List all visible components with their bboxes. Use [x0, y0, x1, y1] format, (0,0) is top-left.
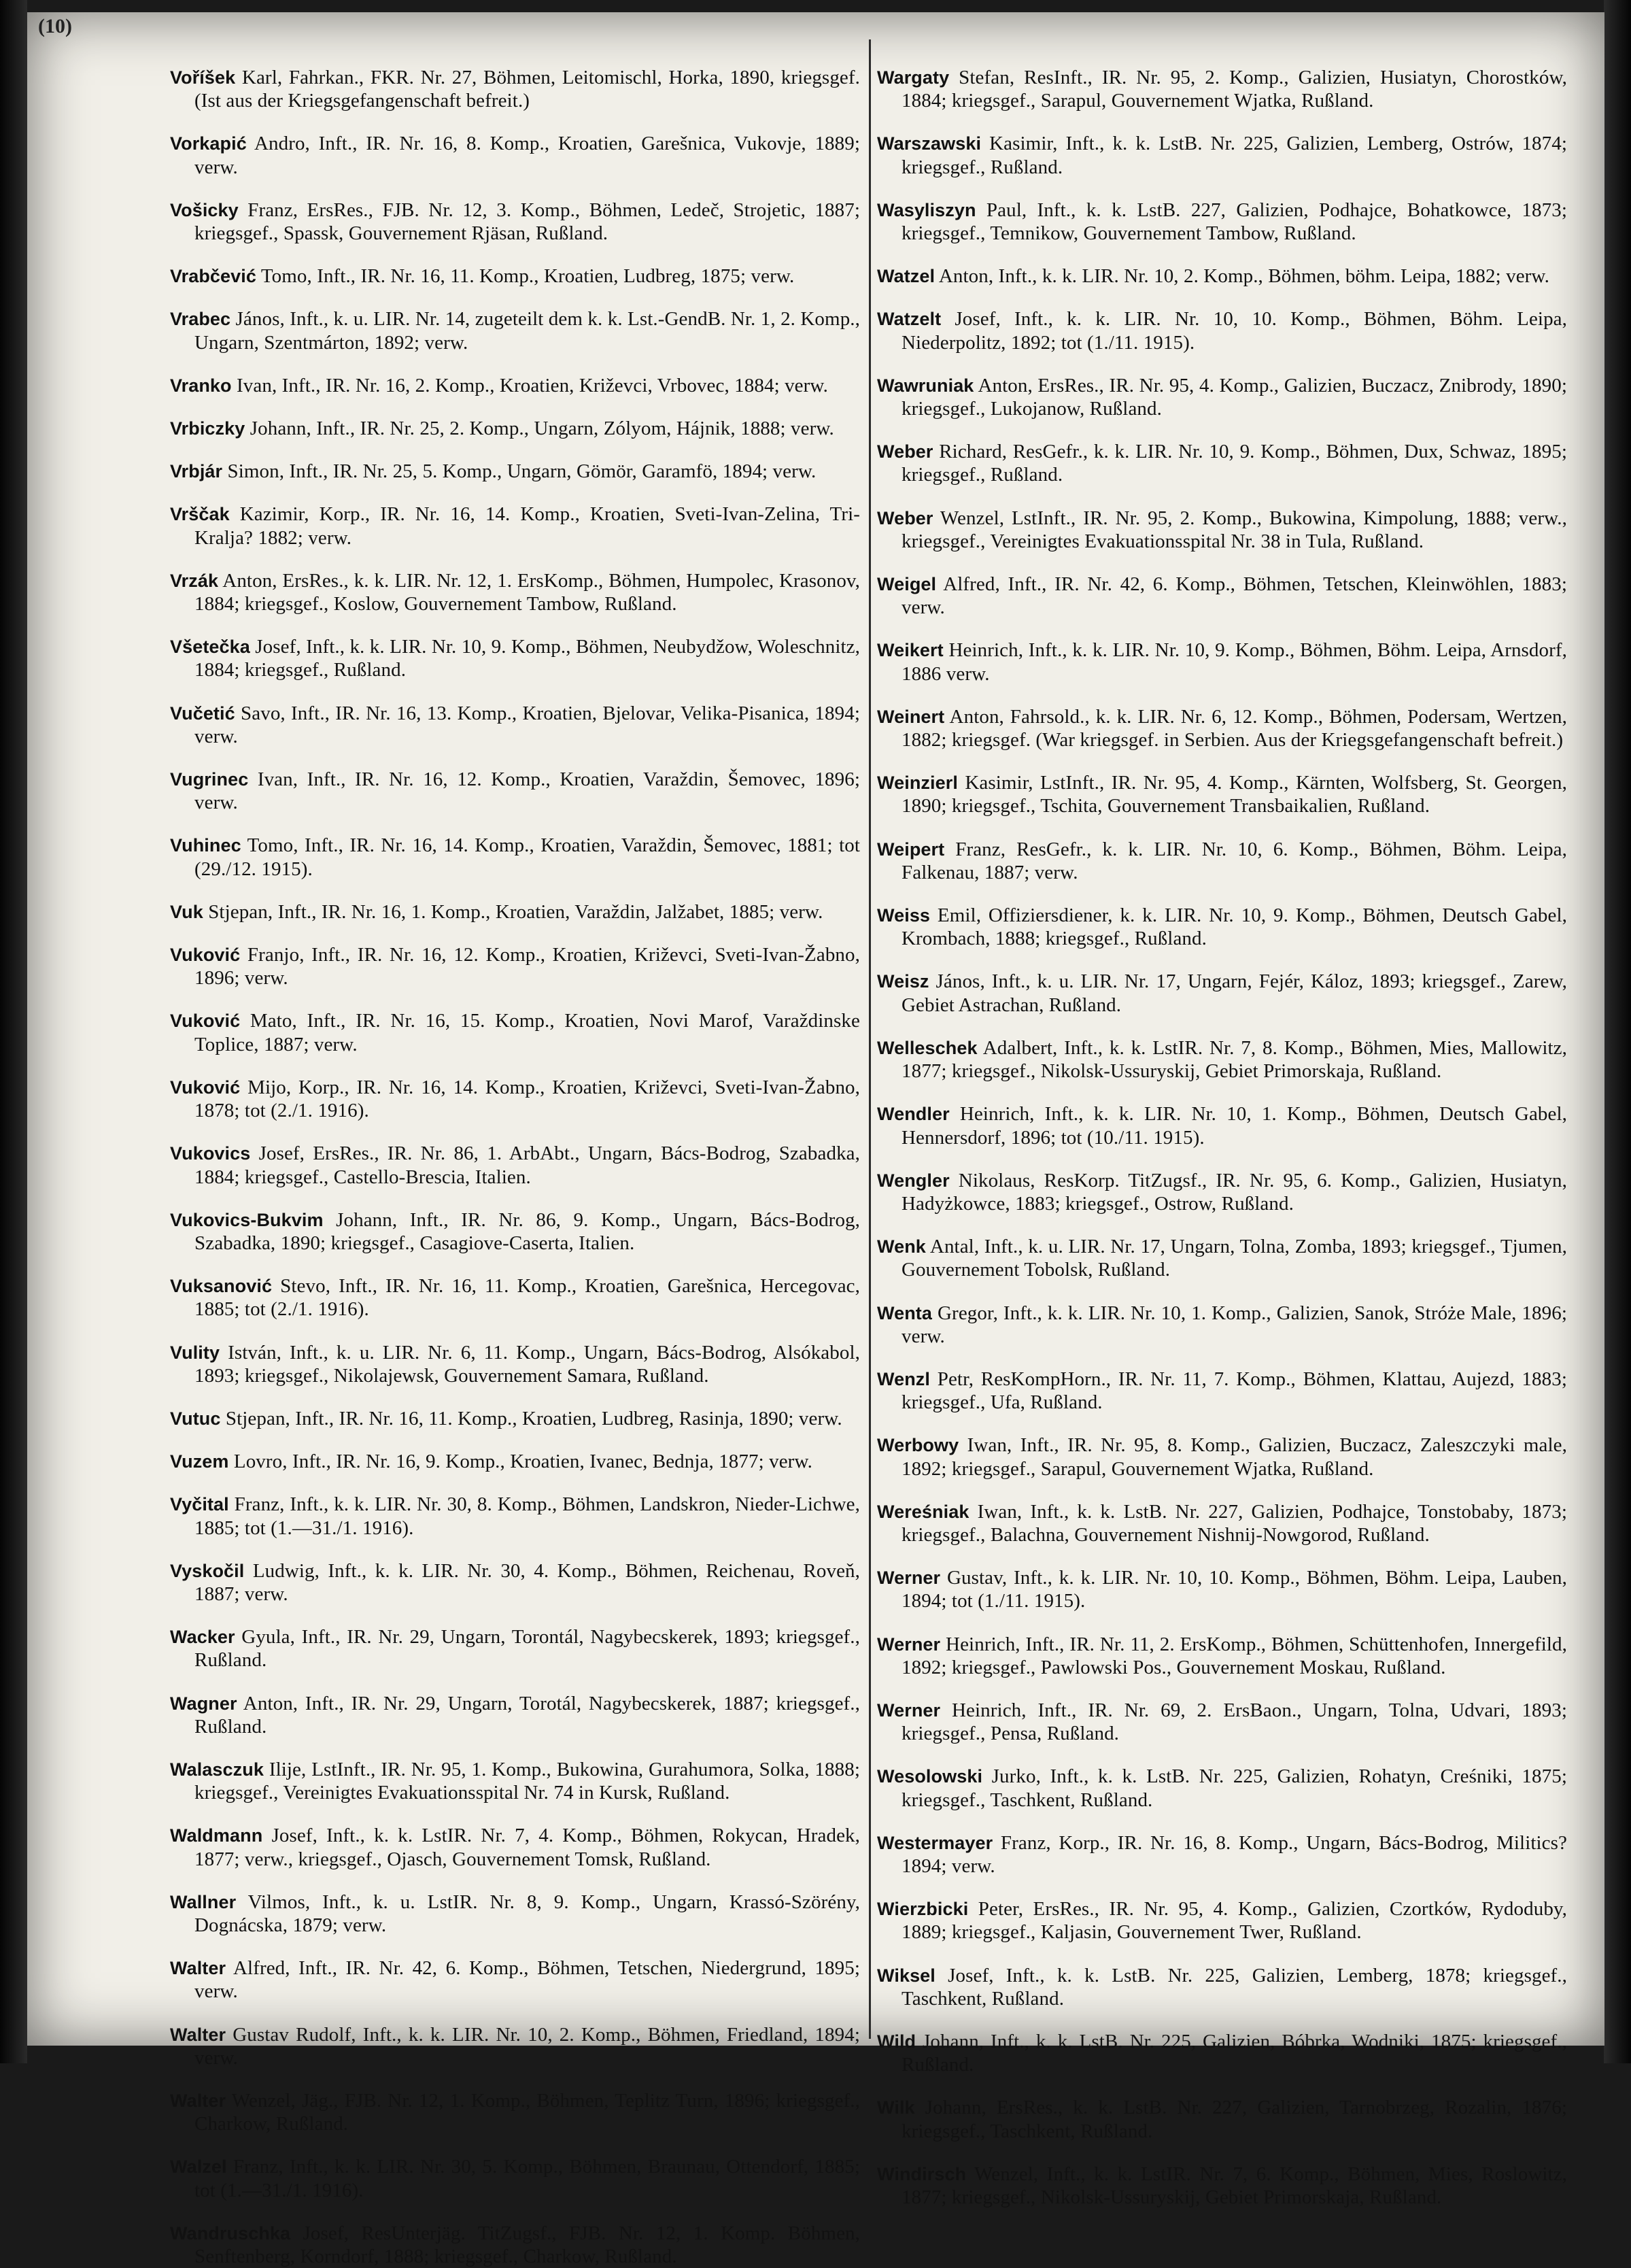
register-entry [877, 1831, 1567, 1878]
entry-details: Heinrich, Inft., IR. Nr. 11, 2. ErsKomp., Böhmen, Schüttenhofen, Innergefild, 1892; kriegsgef., Pawlowski Pos., Gouvernement Moskau, Rußland. [902, 1633, 1567, 1678]
entry-surname: Všetečka [170, 637, 250, 658]
register-entry [170, 768, 860, 814]
entry-surname: Walter [170, 2090, 226, 2111]
register-entry [877, 1765, 1567, 1811]
entry-surname: Vranko [170, 375, 232, 396]
entry-surname: Vrščak [170, 504, 230, 525]
entry-surname: Weinert [877, 706, 945, 727]
entry-surname: Weisz [877, 971, 929, 992]
entry-details: Alfred, Inft., IR. Nr. 42, 6. Komp., Böhmen, Tetschen, Kleinwöhlen, 1883; verw. [902, 573, 1568, 619]
entry-details: Heinrich, Inft., k. k. LIR. Nr. 10, 1. Komp., Böhmen, Deutsch Gabel, Hennersdorf, 1896; tot (10./11. 1915). [902, 1103, 1567, 1149]
register-entry [877, 1368, 1567, 1414]
register-entry [170, 1076, 860, 1122]
entry-surname: Vyčital [170, 1494, 229, 1515]
register-entry [170, 1692, 860, 1738]
entry-surname: Vuhinec [170, 835, 241, 856]
entry-details: Kasimir, LstInft., IR. Nr. 95, 4. Komp., Kärnten, Wolfsberg, St. Georgen, 1890; kriegsgef., Tschita, Gouvernement Transbaikalien, Rußland. [902, 772, 1567, 817]
entry-details: Nikolaus, ResKorp. TitZugsf., IR. Nr. 95, 6. Komp., Galizien, Husiatyn, Hadyżkowce, 1883; kriegsgef., Ostrow, Rußland. [902, 1169, 1567, 1215]
register-entry [170, 569, 860, 615]
register-entry [170, 460, 860, 483]
entry-details: Ivan, Inft., IR. Nr. 16, 2. Komp., Kroatien, Križevci, Vrbovec, 1884; verw. [237, 374, 828, 396]
entry-details: Gustav, Inft., k. k. LIR. Nr. 10, 10. Komp., Böhmen, Böhm. Leipa, Lauben, 1894; tot (1./11. 1915). [902, 1567, 1567, 1612]
entry-surname: Windirsch [877, 2163, 967, 2184]
entry-details: Mato, Inft., IR. Nr. 16, 15. Komp., Kroatien, Novi Marof, Varaždinske Toplice, 1887; verw. [194, 1010, 860, 1055]
register-entry [170, 1450, 860, 1473]
entry-details: János, Inft., k. u. LIR. Nr. 17, Ungarn, Fejér, Káloz, 1893; kriegsgef., Zarew, Gebiet Astrachan, Rußland. [902, 970, 1567, 1016]
entry-surname: Wesolowski [877, 1766, 983, 1787]
entry-surname: Vrbiczky [170, 418, 245, 439]
entry-surname: Wallner [170, 1891, 237, 1912]
register-entry [877, 904, 1567, 950]
entry-surname: Vutuc [170, 1408, 221, 1429]
register-entry [170, 1758, 860, 1804]
entry-surname: Vuković [170, 945, 241, 966]
entry-surname: Vukovics-Bukvim [170, 1209, 324, 1230]
entry-details: Johann, Inft., IR. Nr. 86, 9. Komp., Ungarn, Bács-Bodrog, Szabadka, 1890; kriegsgef., Casagiove-Caserta, Italien. [194, 1208, 860, 1254]
entry-surname: Werner [877, 1634, 941, 1655]
entry-details: Simon, Inft., IR. Nr. 25, 5. Komp., Ungarn, Gömör, Garamfö, 1894; verw. [227, 460, 817, 483]
register-entry [877, 440, 1567, 486]
register-entry [170, 265, 860, 288]
register-entry [877, 1434, 1567, 1480]
register-entry [877, 705, 1567, 751]
register-entry [170, 1407, 860, 1430]
entry-details: Alfred, Inft., IR. Nr. 42, 6. Komp., Böhmen, Tetschen, Niedergrund, 1895; verw. [194, 1957, 861, 2003]
entry-surname: Weikert [877, 640, 944, 661]
entry-surname: Wargaty [877, 67, 950, 88]
register-entry [877, 199, 1567, 245]
entry-details: Anton, ErsRes., IR. Nr. 95, 4. Komp., Galizien, Buczacz, Znibrody, 1890; kriegsgef., Lukojanow, Rußland. [902, 374, 1567, 420]
entry-details: Stefan, ResInft., IR. Nr. 95, 2. Komp., Galizien, Husiatyn, Chorostków, 1884; kriegsgef., Sarapul, Gouvernement Wjatka, Rußland. [902, 67, 1567, 112]
entry-surname: Weigel [877, 574, 937, 595]
register-entry [170, 635, 860, 681]
register-entry [170, 1559, 860, 1606]
entry-surname: Vulity [170, 1342, 220, 1363]
entry-surname: Wild [877, 2031, 916, 2052]
entry-details: Franz, Inft., k. k. LIR. Nr. 30, 5. Komp., Böhmen, Braunau, Ottendorf, 1885; tot (1.—31./1. 1916). [194, 2156, 860, 2201]
entry-details: Johann, Inft., k. k. LstB. Nr. 225, Galizien, Bóbrka, Wodniki, 1875; kriegsgef., Rußland. [902, 2030, 1567, 2076]
entry-details: Mijo, Korp., IR. Nr. 16, 14. Komp., Kroatien, Križevci, Sveti-Ivan-Žabno, 1878; tot (2./1. 1916). [194, 1076, 860, 1122]
entry-details: Wenzel, Jäg., FJB. Nr. 12, 1. Komp., Böhmen, Teplitz Turn, 1896; kriegsgef., Charkow, Rußland. [194, 2089, 860, 2135]
entry-details: Josef, ErsRes., IR. Nr. 86, 1. ArbAbt., Ungarn, Bács-Bodrog, Szabadka, 1884; kriegsgef., Castello-Brescia, Italien. [194, 1143, 860, 1188]
entry-details: Lovro, Inft., IR. Nr. 16, 9. Komp., Kroatien, Ivanec, Bednja, 1877; verw. [233, 1451, 812, 1473]
register-entry [877, 1102, 1567, 1149]
entry-surname: Vuksanović [170, 1276, 273, 1297]
document-page [27, 12, 1604, 2267]
entry-surname: Vrbjár [170, 461, 223, 482]
register-entry [170, 132, 860, 178]
entry-details: Karl, Fahrkan., FKR. Nr. 27, Böhmen, Leitomischl, Horka, 1890, kriegsgef. (Ist aus der Kriegsgefangenschaft befreit.) [194, 67, 860, 112]
entry-surname: Warszawski [877, 133, 982, 154]
entry-details: Iwan, Inft., IR. Nr. 95, 8. Komp., Galizien, Buczacz, Zaleszczyki male, 1892; kriegsgef., Sarapul, Gouvernement Wjatka, Rußland. [902, 1434, 1567, 1480]
entry-details: Anton, Inft., IR. Nr. 29, Ungarn, Torotál, Nagybecskerek, 1887; kriegsgef., Rußland. [194, 1692, 861, 1738]
entry-details: Tomo, Inft., IR. Nr. 16, 11. Komp., Kroatien, Ludbreg, 1875; verw. [260, 265, 795, 288]
entry-surname: Vošicky [170, 199, 239, 220]
register-entry [877, 970, 1567, 1016]
entry-details: Franz, Korp., IR. Nr. 16, 8. Komp., Ungarn, Bács-Bodrog, Militics? 1894; verw. [902, 1831, 1567, 1877]
entry-details: Savo, Inft., IR. Nr. 16, 13. Komp., Kroatien, Bjelovar, Velika-Pisanica, 1894; verw. [194, 702, 860, 747]
entry-details: Anton, Fahrsold., k. k. LIR. Nr. 6, 12. Komp., Böhmen, Podersam, Wertzen, 1882; kriegsgef. (War kriegsgef. in Serbien. Aus der Kriegsgefangenschaft befreit.) [902, 705, 1567, 751]
register-entry [170, 503, 860, 549]
register-entry [877, 1235, 1567, 1281]
register-entry [170, 1341, 860, 1387]
entry-details: Peter, ErsRes., IR. Nr. 95, 4. Komp., Galizien, Czortków, Rydoduby, 1889; kriegsgef., Kaljasin, Gouvernement Twer, Rußland. [902, 1898, 1567, 1944]
column-divider [869, 39, 871, 2039]
entry-surname: Vuzem [170, 1451, 229, 1472]
entry-surname: Werner [877, 1699, 941, 1721]
entry-details: Josef, Inft., k. k. LIR. Nr. 10, 10. Komp., Böhmen, Böhm. Leipa, Niederpolitz, 1892; tot (1./11. 1915). [902, 308, 1567, 354]
register-entry [170, 199, 860, 245]
entry-surname: Wendler [877, 1104, 950, 1125]
register-entry [170, 66, 860, 112]
entry-details: Kazimir, Korp., IR. Nr. 16, 14. Komp., Kroatien, Sveti-Ivan-Zelina, Tri-Kralja? 1882; verw. [194, 503, 860, 549]
entry-details: Anton, Inft., k. k. LIR. Nr. 10, 2. Komp., Böhmen, böhm. Leipa, 1882; verw. [938, 265, 1549, 288]
entry-surname: Vučetić [170, 703, 235, 724]
entry-details: János, Inft., k. u. LIR. Nr. 14, zugeteilt dem k. k. Lst.-GendB. Nr. 1, 2. Komp., Ungarn, Szentmárton, 1892; verw. [194, 308, 860, 354]
entry-surname: Wawruniak [877, 375, 974, 396]
entry-surname: Watzel [877, 266, 935, 287]
entry-surname: Wenk [877, 1236, 926, 1257]
entry-details: Andro, Inft., IR. Nr. 16, 8. Komp., Kroatien, Garešnica, Vukovje, 1889; verw. [194, 133, 860, 178]
register-entry [877, 132, 1567, 178]
right-column [877, 46, 1568, 2208]
entry-details: Josef, Inft., k. k. LIR. Nr. 10, 9. Komp., Böhmen, Neubydžow, Woleschnitz, 1884; kriegsgef., Rußland. [194, 636, 860, 681]
entry-details: Antal, Inft., k. u. LIR. Nr. 17, Ungarn, Tolna, Zomba, 1893; kriegsgef., Tjumen, Gouvernement Tobolsk, Rußland. [902, 1236, 1568, 1281]
entry-details: Josef, Inft., k. k. LstB. Nr. 225, Galizien, Lemberg, 1878; kriegsgef., Taschkent, Rußland. [902, 1964, 1567, 2010]
register-entry [170, 834, 860, 880]
entry-surname: Weber [877, 441, 933, 462]
register-entry [877, 838, 1567, 884]
entry-surname: Westermayer [877, 1832, 993, 1853]
register-entry [170, 702, 860, 748]
entry-surname: Wereśniak [877, 1501, 969, 1522]
entry-surname: Walter [170, 1958, 226, 1979]
entry-surname: Vrzák [170, 570, 219, 591]
register-entry [170, 1891, 860, 1937]
entry-details: Emil, Offiziersdiener, k. k. LIR. Nr. 10, 9. Komp., Böhmen, Deutsch Gabel, Krombach, 1888; kriegsgef., Rußland. [902, 904, 1568, 950]
entry-surname: Vorkapić [170, 133, 247, 154]
entry-details: Vilmos, Inft., k. u. LstIR. Nr. 8, 9. Komp., Ungarn, Krassó-Szörény, Dognácska, 1879; verw. [194, 1891, 860, 1936]
register-entry [877, 2096, 1567, 2142]
entry-details: Ivan, Inft., IR. Nr. 16, 12. Komp., Kroatien, Varaždin, Šemovec, 1896; verw. [194, 768, 860, 814]
left-column [170, 46, 861, 2267]
entry-surname: Vugrinec [170, 769, 249, 790]
entry-details: Kasimir, Inft., k. k. LstB. Nr. 225, Galizien, Lemberg, Ostrów, 1874; kriegsgef., Rußland. [902, 133, 1567, 178]
register-entry [170, 2155, 860, 2201]
register-entry [170, 900, 860, 924]
entry-surname: Wilk [877, 2097, 915, 2118]
entry-surname: Vuk [170, 901, 203, 922]
entry-surname: Vrabec [170, 309, 231, 330]
register-entry [877, 507, 1567, 553]
register-entry [170, 2023, 860, 2069]
register-entry [877, 1500, 1567, 1546]
entry-surname: Weipert [877, 839, 945, 860]
scan-border-right [1604, 0, 1631, 2063]
entry-details: Stevo, Inft., IR. Nr. 16, 11. Komp., Kroatien, Garešnica, Hercegovac, 1885; tot (2./1. 1916). [194, 1275, 860, 1321]
entry-details: Heinrich, Inft., IR. Nr. 69, 2. ErsBaon., Ungarn, Tolna, Udvari, 1893; kriegsgef., Pensa, Rußland. [902, 1699, 1567, 1745]
entry-details: Gyula, Inft., IR. Nr. 29, Ungarn, Torontál, Nagybecskerek, 1893; kriegsgef., Rußland. [194, 1626, 860, 1672]
entry-details: Paul, Inft., k. k. LstB. 227, Galizien, Podhajce, Bohatkowce, 1873; kriegsgef., Temnikow, Gouvernement Tambow, Rußland. [902, 199, 1567, 245]
register-entry [877, 1302, 1567, 1348]
register-entry [877, 1633, 1567, 1679]
entry-surname: Welleschek [877, 1037, 978, 1058]
entry-surname: Wacker [170, 1627, 235, 1648]
entry-details: Gregor, Inft., k. k. LIR. Nr. 10, 1. Komp., Galizien, Sanok, Stróże Male, 1896; verw. [902, 1302, 1567, 1347]
entry-details: Franz, ResGefr., k. k. LIR. Nr. 10, 6. Komp., Böhmen, Böhm. Leipa, Falkenau, 1887; verw. [902, 838, 1567, 883]
entry-surname: Werner [877, 1568, 941, 1589]
entry-surname: Werbowy [877, 1435, 959, 1456]
register-entry [877, 1699, 1567, 1745]
register-entry [877, 2163, 1567, 2209]
register-entry [170, 1957, 860, 2003]
entry-details: Ilije, LstInft., IR. Nr. 95, 1. Komp., Bukowina, Gurahumora, Solka, 1888; kriegsgef., Vereinigtes Evakuationsspital Nr. 74 in Kursk, Rußland. [194, 1758, 860, 1804]
entry-details: Wenzel, Inft., k. k. LstIR. Nr. 7, 6. Komp., Böhmen, Mies, Roslowitz, 1877; kriegsgef., Nikolsk-Ussuryskij, Gebiet Primorskaja, Rußland. [902, 2163, 1567, 2208]
entry-details: Johann, ErsRes., k. k. LstB. Nr. 227, Galizien, Tarnobrzeg, Rozalin, 1876; kriegsgef., Taschkent, Rußland. [902, 2097, 1567, 2142]
entry-surname: Wagner [170, 1693, 237, 1714]
entry-surname: Weinzierl [877, 773, 958, 794]
entry-details: Josef, Inft., k. k. LstIR. Nr. 7, 4. Komp., Böhmen, Rokycan, Hradek, 1877; verw., kriegsgef., Ojasch, Gouvernement Tomsk, Rußland. [194, 1825, 860, 1870]
entry-details: Jurko, Inft., k. k. LstB. Nr. 225, Galizien, Rohatyn, Creśniki, 1875; kriegsgef., Taschkent, Rußland. [902, 1765, 1567, 1811]
register-entry [170, 417, 860, 440]
entry-details: Tomo, Inft., IR. Nr. 16, 14. Komp., Kroatien, Varaždin, Šemovec, 1881; tot (29./12. 1915). [194, 834, 860, 880]
entry-surname: Vuković [170, 1077, 241, 1098]
entry-details: Richard, ResGefr., k. k. LIR. Nr. 10, 9. Komp., Böhmen, Dux, Schwaz, 1895; kriegsgef., Rußland. [902, 441, 1567, 486]
entry-surname: Wasyliszyn [877, 199, 976, 220]
register-entry [170, 374, 860, 397]
entry-details: Adalbert, Inft., k. k. LstIR. Nr. 7, 8. Komp., Böhmen, Mies, Mallowitz, 1877; kriegsgef., Nikolsk-Ussuryskij, Gebiet Primorskaja, Rußland. [902, 1036, 1567, 1083]
register-entry [877, 66, 1567, 112]
register-entry [170, 1009, 860, 1055]
entry-surname: Wandruschka [170, 2222, 291, 2244]
entry-surname: Wierzbicki [877, 1899, 969, 1920]
register-entry [877, 374, 1567, 420]
entry-details: Anton, ErsRes., k. k. LIR. Nr. 12, 1. ErsKomp., Böhmen, Humpolec, Krasonov, 1884; kriegsgef., Koslow, Gouvernement Tambow, Rußland. [194, 569, 861, 615]
entry-surname: Walter [170, 2024, 226, 2045]
entry-surname: Watzelt [877, 309, 942, 330]
entry-surname: Walasczuk [170, 1759, 264, 1780]
entry-details: István, Inft., k. u. LIR. Nr. 6, 11. Komp., Ungarn, Bács-Bodrog, Alsókabol, 1893; kriegsgef., Nikolajewsk, Gouvernement Samara, Rußland. [194, 1341, 860, 1387]
register-entry [877, 1169, 1567, 1215]
register-entry [170, 1208, 860, 1255]
entry-details: Josef, ResUnterjäg. TitZugsf., FJB. Nr. 12, 1. Komp. Böhmen, Senftenberg, Korndorf, 1888; kriegsgef., Charkow, Rußland. [194, 2222, 860, 2267]
entry-details: Stjepan, Inft., IR. Nr. 16, 1. Komp., Kroatien, Varaždin, Jalžabet, 1885; verw. [208, 900, 823, 923]
entry-details: Franz, Inft., k. k. LIR. Nr. 30, 8. Komp., Böhmen, Landskron, Nieder-Lichwe, 1885; tot (1.—31./1. 1916). [194, 1493, 860, 1539]
page-number: (10) [38, 15, 72, 37]
register-entry [170, 2089, 860, 2135]
entry-surname: Wengler [877, 1170, 950, 1191]
register-entry [877, 2030, 1567, 2076]
entry-surname: Vyskočil [170, 1560, 245, 1581]
entry-details: Stjepan, Inft., IR. Nr. 16, 11. Komp., Kroatien, Ludbreg, Rasinja, 1890; verw. [225, 1407, 842, 1429]
register-entry [877, 265, 1567, 288]
register-entry [877, 1566, 1567, 1612]
entry-details: Petr, ResKompHorn., IR. Nr. 11, 7. Komp., Böhmen, Klattau, Aujezd, 1883; kriegsgef., Ufa, Rußland. [902, 1368, 1567, 1414]
register-entry [170, 2222, 860, 2268]
entry-details: Heinrich, Inft., k. k. LIR. Nr. 10, 9. Komp., Böhmen, Böhm. Leipa, Arnsdorf, 1886 verw. [902, 639, 1567, 685]
register-entry [170, 307, 860, 354]
entry-surname: Weiss [877, 905, 931, 926]
register-entry [170, 1274, 860, 1321]
entry-surname: Wenzl [877, 1368, 931, 1389]
register-entry [170, 943, 860, 989]
entry-details: Iwan, Inft., k. k. LstB. Nr. 227, Galizien, Podhajce, Tonstobaby, 1873; kriegsgef., Balachna, Gouvernement Nishnij-Nowgorod, Rußland. [902, 1500, 1567, 1546]
register-entry [170, 1625, 860, 1672]
register-entry [877, 771, 1567, 817]
entry-surname: Wenta [877, 1302, 933, 1323]
register-entry [170, 1824, 860, 1870]
entry-details: Johann, Inft., IR. Nr. 25, 2. Komp., Ungarn, Zólyom, Hájnik, 1888; verw. [250, 418, 834, 440]
entry-surname: Voříšek [170, 67, 236, 88]
scan-border-left [0, 0, 27, 2063]
register-entry [877, 307, 1567, 354]
entry-surname: Walzel [170, 2156, 227, 2178]
register-entry [877, 573, 1567, 619]
register-entry [877, 1897, 1567, 1944]
register-entry [170, 1493, 860, 1539]
entry-details: Ludwig, Inft., k. k. LIR. Nr. 30, 4. Komp., Böhmen, Reichenau, Roveň, 1887; verw. [194, 1559, 860, 1605]
entry-details: Franz, ErsRes., FJB. Nr. 12, 3. Komp., Böhmen, Ledeč, Strojetic, 1887; kriegsgef., Spassk, Gouvernement Rjäsan, Rußland. [194, 199, 860, 245]
entry-surname: Waldmann [170, 1825, 263, 1846]
entry-details: Wenzel, LstInft., IR. Nr. 95, 2. Komp., Bukowina, Kimpolung, 1888; verw., kriegsgef., Vereinigtes Evakuationsspital Nr. 38 in Tula, Rußland. [902, 507, 1567, 552]
entry-surname: Vukovics [170, 1143, 251, 1164]
register-entry [877, 1964, 1567, 2010]
entry-surname: Wiksel [877, 1965, 935, 1986]
register-entry [877, 639, 1567, 685]
entry-details: Franjo, Inft., IR. Nr. 16, 12. Komp., Kroatien, Križevci, Sveti-Ivan-Žabno, 1896; verw. [194, 944, 860, 989]
entry-details: Gustav Rudolf, Inft., k. k. LIR. Nr. 10, 2. Komp., Böhmen, Friedland, 1894; verw. [194, 2023, 860, 2069]
entry-surname: Vuković [170, 1011, 241, 1032]
register-entry [170, 1142, 860, 1188]
entry-surname: Weber [877, 507, 933, 528]
register-entry [877, 1036, 1567, 1083]
entry-surname: Vrabčević [170, 266, 257, 287]
